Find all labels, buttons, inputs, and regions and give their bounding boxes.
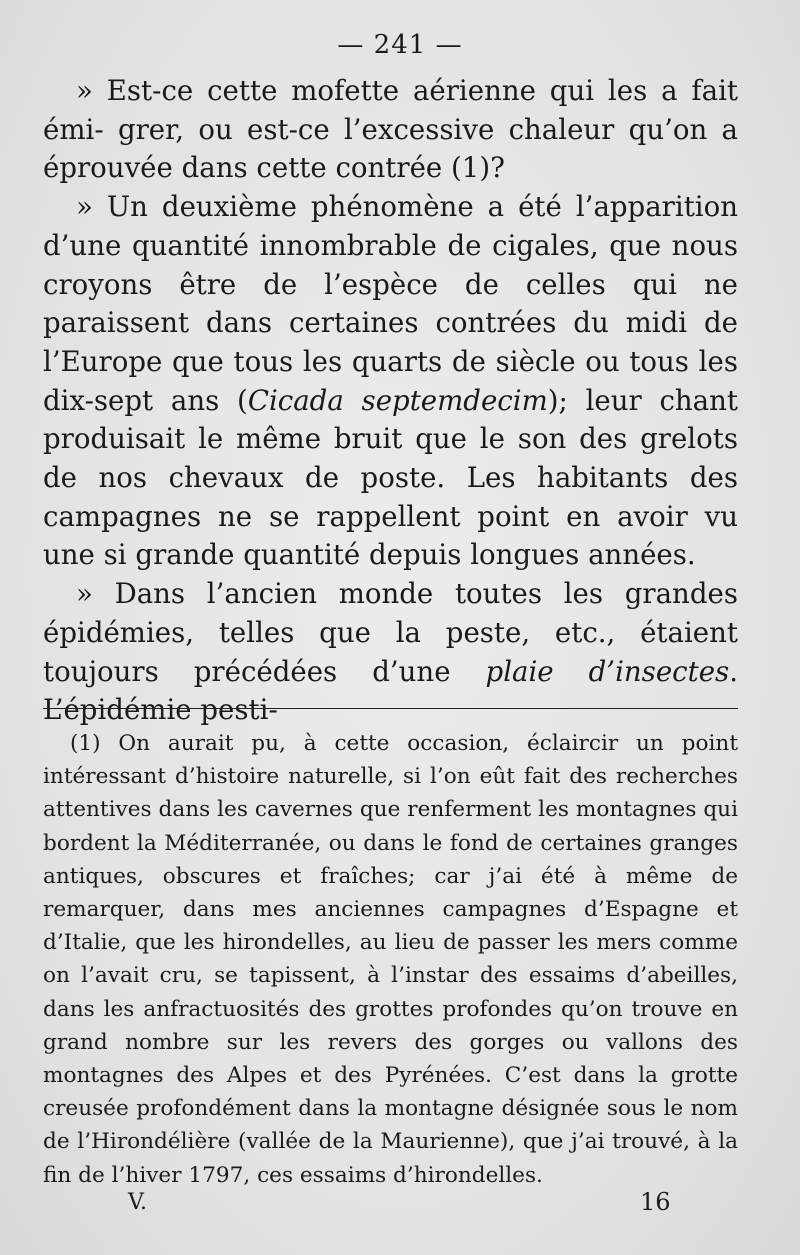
paragraph-2 <box>43 188 738 575</box>
paragraph-1 <box>43 72 738 188</box>
signature-mark: V. <box>128 1190 148 1215</box>
paragraph-1-rest: grer, ou est-ce l’excessive chaleur qu’on a éprouvée dans cette contrée (1)? <box>43 112 738 185</box>
paragraph-3-text-b: . L’épidémie pesti- <box>43 654 738 727</box>
folio-number: 16 <box>640 1188 671 1216</box>
paragraph-1-lead: » Est-ce cette mofette aérienne qui les a fait émi- <box>43 74 738 146</box>
species-name: Cicada septemdecim <box>247 383 548 417</box>
footnote-text: (1) On aurait pu, à cette occasion, éclaircir un point intéressant d’histoire naturelle, si l’on eût fait des recherches attentives dans les cavernes que renferment les montagnes qui bordent la Méditerranée, ou dans le fond de certaines granges antiques, obscures et fraîches; car j’ai été à même de remarquer, dans mes anciennes campagnes d’Espagne et d’Italie, que les hirondelles, au lieu de passer les mers comme on l’avait cru, se tapissent, à l’instar des essaims d’abeilles, dans les anfractuosités des grottes profondes qu’on trouve en grand nombre sur les revers des gorges ou vallons des montagnes des Alpes et des Pyrénées. C’est dans la grotte creusée profondément dans la montagne désignée sous le nom de l’Hirondélière (vallée de la Maurienne), que j’ai trouvé, à la fin de l’hiver 1797, ces essaims d’hirondelles. <box>43 731 738 1188</box>
footnote <box>43 727 738 1192</box>
paragraph-3-text-a: » Dans l’ancien monde toutes les grandes épidémies, telles que la peste, etc., étaient toujours précédées d’une <box>43 577 738 688</box>
main-text <box>43 72 738 730</box>
insect-plague-term: plaie d’insectes <box>485 654 730 688</box>
footnote-rule <box>43 708 738 709</box>
paragraph-3 <box>43 575 738 730</box>
paragraph-2-text-b: ); leur chant produisait le même bruit que le son des grelots de nos chevaux de poste. Les habitants des campagnes ne se rappellent point en avoir vu une si grande quantité depuis longues années. <box>43 383 738 572</box>
page-number: — 241 — <box>337 30 463 60</box>
paragraph-2-text-a: » Un deuxième phénomène a été l’apparition d’une quantité innombrable de cigales, que nous croyons être de l’espèce de celles qui ne paraissent dans certaines contrées du midi de l’Europe que tous les quarts de siècle ou tous les dix-sept ans ( <box>43 190 738 417</box>
